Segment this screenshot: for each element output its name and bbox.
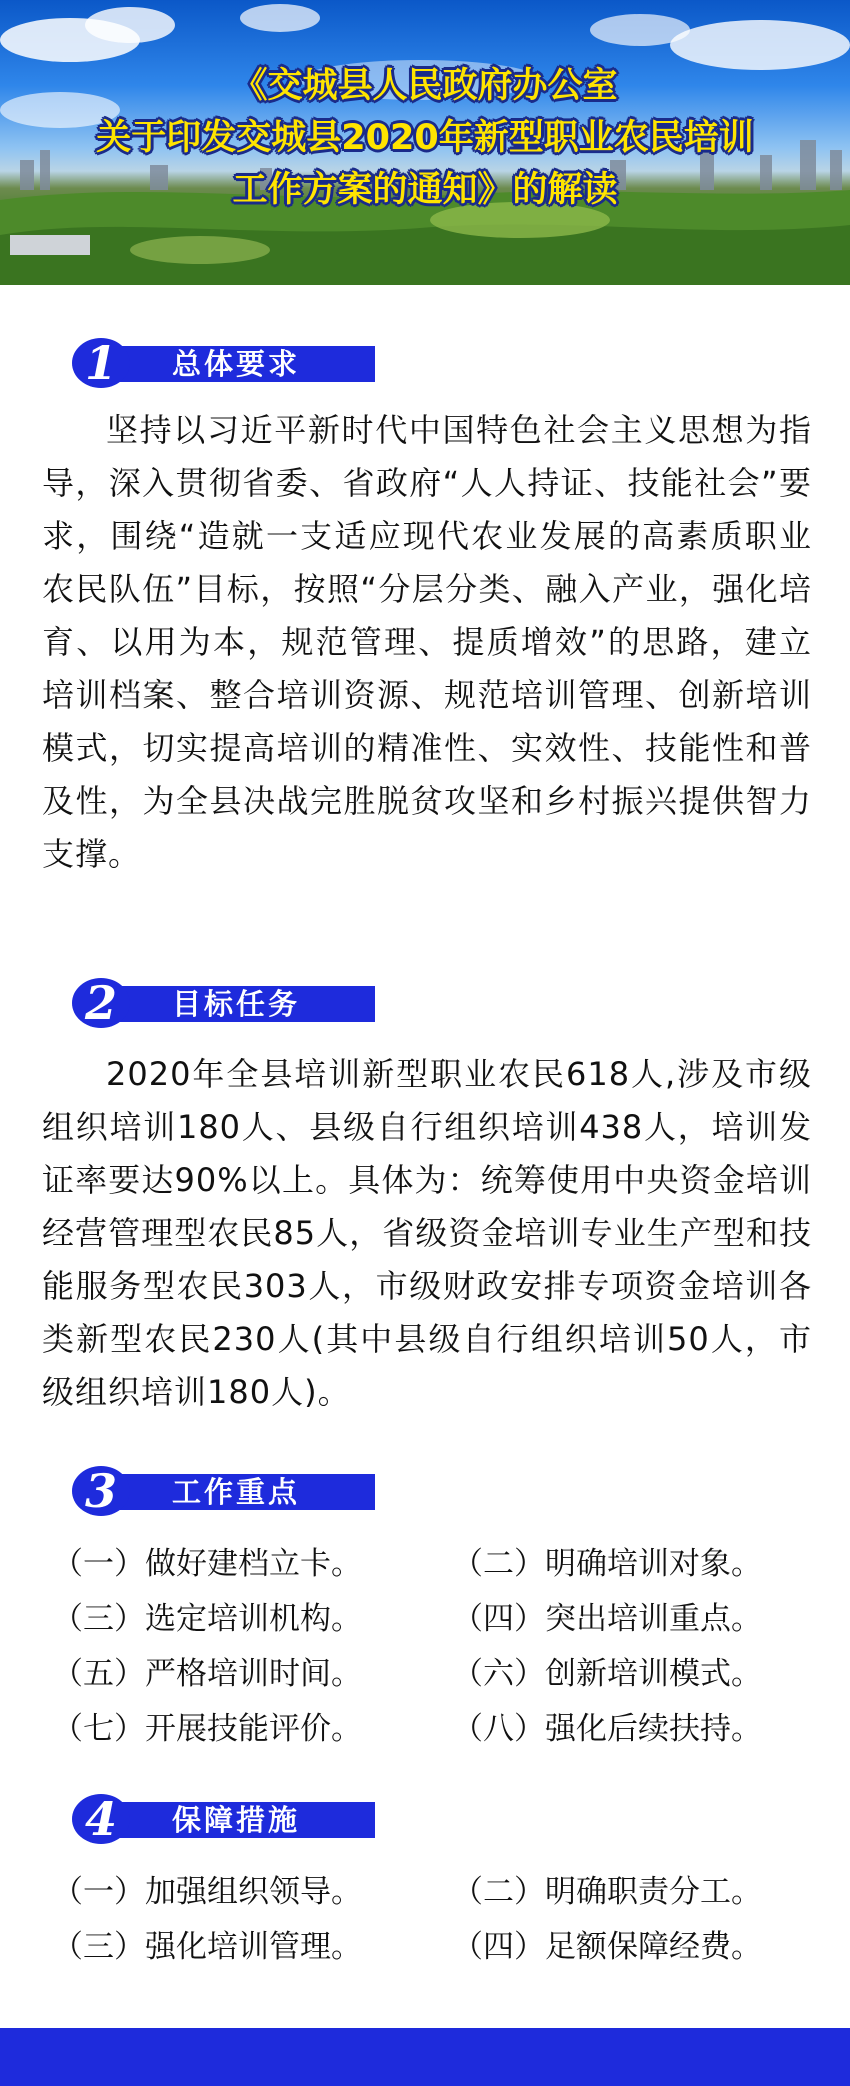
list-item: （八）强化后续扶持。	[452, 1711, 762, 1747]
section-title: 总体要求	[172, 347, 301, 381]
work-focus-list	[52, 1537, 812, 1757]
list-row	[52, 1592, 812, 1647]
list-item: （二）明确培训对象。	[452, 1546, 762, 1582]
list-row	[52, 1647, 812, 1702]
section-title: 工作重点	[172, 1475, 301, 1509]
section-number: 2	[84, 976, 117, 1030]
list-item: （七）开展技能评价。	[52, 1711, 362, 1747]
list-item: （六）创新培训模式。	[452, 1656, 762, 1692]
header-banner	[0, 0, 850, 285]
section-number: 4	[84, 1792, 117, 1846]
section-number: 1	[84, 336, 117, 390]
list-item: （一）做好建档立卡。	[52, 1546, 362, 1582]
safeguard-list	[52, 1865, 812, 1975]
list-item: （四）突出培训重点。	[452, 1601, 762, 1637]
footer-bar	[0, 2028, 850, 2086]
section-1-body: 坚持以习近平新时代中国特色社会主义思想为指导，深入贯彻省委、省政府“人人持证、技能社会”要求，围绕“造就一支适应现代农业发展的高素质职业农民队伍”目标，按照“分层分类、融入产业，强化培育、以用为本，规范管理、提质增效”的思路，建立培训档案、整合培训资源、规范培训管理、创新培训模式，切实提高培训的精准性、实效性、技能性和普及性，为全县决战完胜脱贫攻坚和乡村振兴提供智力支撑。	[42, 411, 812, 873]
list-row	[52, 1920, 812, 1975]
section-2-body: 2020年全县培训新型职业农民618人,涉及市级组织培训180人、县级自行组织培训438人，培训发证率要达90%以上。具体为：统筹使用中央资金培训经营管理型农民85人，省级资金培训专业生产型和技能服务型农民303人，市级财政安排专项资金培训各类新型农民230人(其中县级自行组织培训50人，市级组织培训180人)。	[42, 1055, 812, 1411]
title-line: 《交城县人民政府办公室	[232, 66, 618, 106]
list-row	[52, 1865, 812, 1920]
list-row	[52, 1702, 812, 1757]
section-number: 3	[84, 1464, 117, 1518]
document-title	[0, 60, 850, 216]
list-item: （三）强化培训管理。	[52, 1929, 362, 1965]
title-line: 关于印发交城县2020年新型职业农民培训	[96, 118, 754, 158]
section-title: 保障措施	[172, 1803, 301, 1837]
section-title: 目标任务	[172, 987, 301, 1021]
title-line: 工作方案的通知》的解读	[232, 170, 618, 210]
list-item: （三）选定培训机构。	[52, 1601, 362, 1637]
list-item: （五）严格培训时间。	[52, 1656, 362, 1692]
list-item: （二）明确职责分工。	[452, 1874, 762, 1910]
list-item: （四）足额保障经费。	[452, 1929, 762, 1965]
list-item: （一）加强组织领导。	[52, 1874, 362, 1910]
list-row	[52, 1537, 812, 1592]
